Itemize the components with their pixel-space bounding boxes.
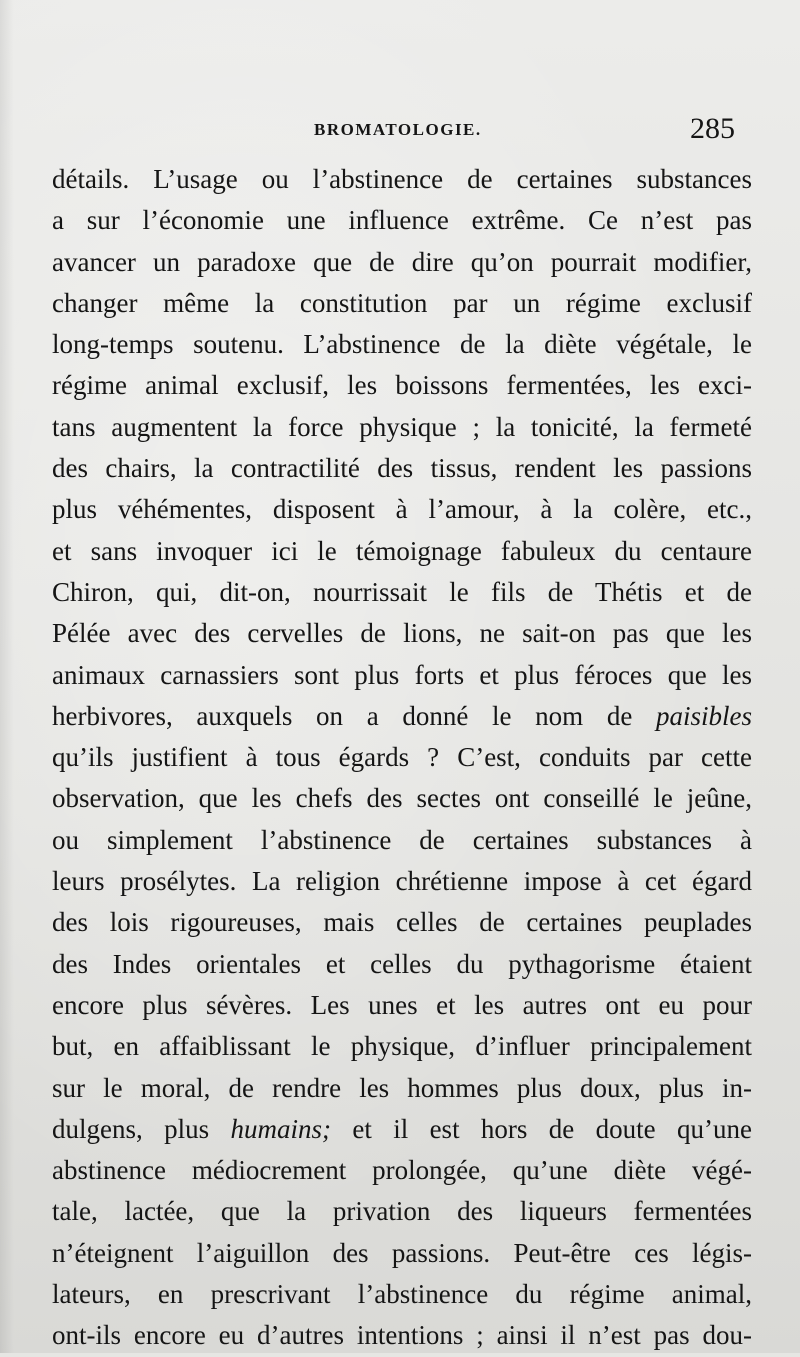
text-line: Chiron, qui, dit-on, nourrissait le fils de Thétis et de (52, 576, 752, 607)
text-line: ont-ils encore eu d’autres intentions ; ainsi il n’est pas dou- (52, 1320, 752, 1351)
text-line: des lois rigoureuses, mais celles de certaines peuplades (52, 907, 752, 938)
text-line: sur le moral, de rendre les hommes plus doux, plus in- (52, 1072, 752, 1103)
text-line: détails. L’usage ou l’abstinence de certaines substances (52, 164, 752, 194)
text-line: avancer un paradoxe que de dire qu’on pourrait modifier, (52, 246, 752, 277)
text-line: des chairs, la contractilité des tissus, rendent les passions (52, 453, 752, 484)
text-line: plus véhémentes, disposent à l’amour, à la colère, etc., (52, 494, 752, 525)
text-line: et sans invoquer ici le témoignage fabuleux du centaure (52, 535, 752, 566)
text-segment: et il est hors de doute qu’une (330, 1113, 752, 1144)
text-line (52, 696, 752, 737)
text-line: animaux carnassiers sont plus forts et plus féroces que les (52, 659, 752, 690)
text-line: long-temps soutenu. L’abstinence de la diète végétale, le (52, 329, 752, 360)
text-line: leurs prosélytes. La religion chrétienne impose à cet égard (52, 866, 752, 897)
body-text (52, 159, 752, 1357)
italic-word: humains; (230, 1113, 331, 1144)
text-line: observation, que les chefs des sectes ont conseillé le jeûne, (52, 783, 752, 814)
text-line: qu’ils justifient à tous égards ? C’est, conduits par cette (52, 742, 752, 773)
italic-word: paisibles (655, 700, 752, 731)
text-segment: herbivores, auxquels on a donné le nom de (52, 700, 656, 731)
text-line: encore plus sévères. Les unes et les autres ont eu pour (52, 989, 752, 1020)
text-line: n’éteignent l’aiguillon des passions. Peut-être ces légis- (52, 1237, 752, 1268)
text-line: régime animal exclusif, les boissons fermentées, les exci- (52, 370, 752, 401)
text-line: des Indes orientales et celles du pythagorisme étaient (52, 948, 752, 979)
text-segment: dulgens, plus (52, 1113, 231, 1144)
text-line (52, 1109, 752, 1150)
page-edge-shadow (0, 0, 14, 1353)
text-line: a sur l’économie une influence extrême. Ce n’est pas (52, 205, 752, 236)
running-title: BROMATOLOGIE. (314, 120, 482, 139)
page-number: 285 (690, 112, 735, 145)
text-line: tans augmentent la force physique ; la tonicité, la fermeté (52, 411, 752, 442)
text-line: Pélée avec des cervelles de lions, ne sait-on pas que les (52, 618, 752, 649)
text-line: lateurs, en prescrivant l’abstinence du régime animal, (52, 1279, 752, 1310)
running-head (0, 112, 800, 152)
text-line: tale, lactée, que la privation des liqueurs fermentées (52, 1196, 752, 1227)
text-line: changer même la constitution par un régime exclusif (52, 287, 752, 318)
text-line: ou simplement l’abstinence de certaines substances à (52, 824, 752, 855)
text-line: abstinence médiocrement prolongée, qu’une diète végé- (52, 1155, 752, 1186)
text-line: but, en affaiblissant le physique, d’influer principalement (52, 1031, 752, 1062)
